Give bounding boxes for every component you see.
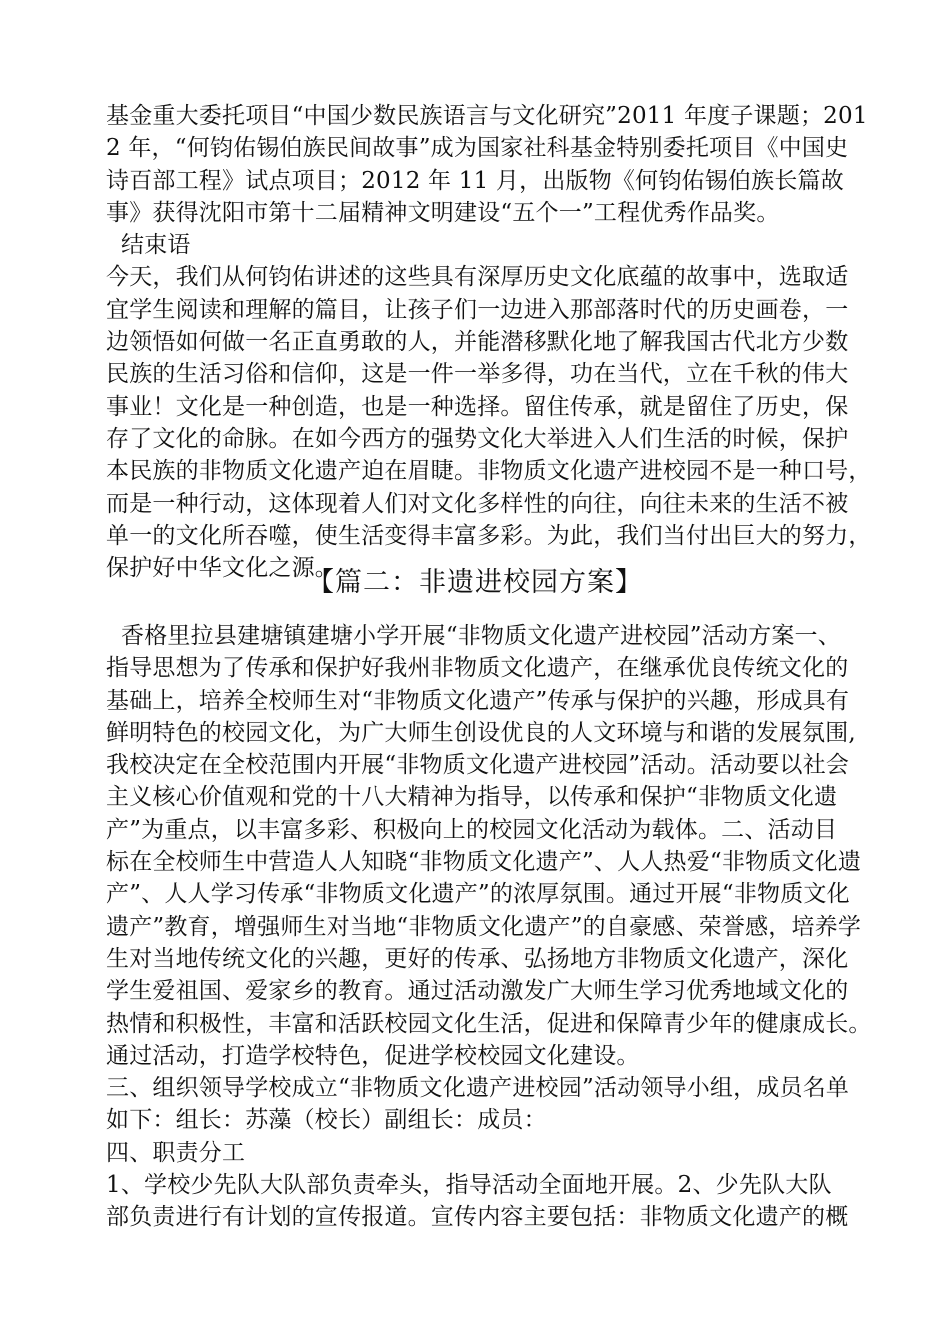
text-line: 保护好中华文化之源。 <box>106 555 338 582</box>
text-line: 基金重大委托项目“中国少数民族语言与文化研究”2011 年度子课题；201 <box>106 103 868 129</box>
text-line: 香格里拉县建塘镇建塘小学开展“非物质文化遗产进校园”活动方案一、 <box>106 623 841 649</box>
text-line: 生对当地传统文化的兴趣，更好的传承、弘扬地方非物质文化遗产，深化 <box>106 945 849 972</box>
text-line: 主义核心价值观和党的十八大精神为指导，以传承和保护“非物质文化遗 <box>106 784 838 811</box>
text-line: 遗产”教育，增强师生对当地“非物质文化遗产”的自豪感、荣誉感，培养学 <box>106 913 862 940</box>
text-line: 单一的文化所吞噬，使生活变得丰富多彩。为此，我们当付出巨大的努力， <box>106 522 872 549</box>
text-line: 而是一种行动，这体现着人们对文化多样性的向往，向往未来的生活不被 <box>106 490 849 517</box>
text-line: 通过活动，打造学校特色，促进学校校园文化建设。 <box>106 1042 640 1069</box>
section-title-duties: 四、职责分工 <box>106 1139 246 1166</box>
text-line: 宜学生阅读和理解的篇目，让孩子们一边进入那部落时代的历史画卷，一 <box>106 296 849 323</box>
text-line: 产”为重点，以丰富多彩、积极向上的校园文化活动为载体。二、活动目 <box>106 816 838 843</box>
text-line: 边领悟如何做一名正直勇敢的人，并能潜移默化地了解我国古代北方少数 <box>106 329 849 356</box>
text-line: 如下：组长：苏藻（校长）副组长：成员： <box>106 1107 547 1134</box>
text-line: 今天，我们从何钧佑讲述的这些具有深厚历史文化底蕴的故事中，选取适 <box>106 264 849 291</box>
text-line: 存了文化的命脉。在如今西方的强势文化大举进入人们生活的时候，保护 <box>106 425 849 452</box>
text-line: 标在全校师生中营造人人知晓“非物质文化遗产”、人人热爱“非物质文化遗 <box>106 849 862 876</box>
text-line: 事》获得沈阳市第十二届精神文明建设“五个一”工程优秀作品奖。 <box>106 199 780 226</box>
text-line: 1、学校少先队大队部负责牵头，指导活动全面地开展。2、少先队大队 <box>106 1172 832 1199</box>
text-line: 本民族的非物质文化遗产迫在眉睫。非物质文化遗产进校园不是一种口号， <box>106 458 872 485</box>
text-line: 三、组织领导学校成立“非物质文化遗产进校园”活动领导小组，成员名单 <box>106 1075 850 1102</box>
section-title-conclusion: 结束语 <box>106 232 191 259</box>
text-line: 我校决定在全校范围内开展“非物质文化遗产进校园”活动。活动要以社会 <box>106 752 850 779</box>
text-line: 基础上，培养全校师生对“非物质文化遗产”传承与保护的兴趣，形成具有 <box>106 687 850 714</box>
text-line: 诗百部工程》试点项目；2012 年 11 月，出版物《何钧佑锡伯族长篇故 <box>106 167 844 194</box>
text-line: 产”、人人学习传承“非物质文化遗产”的浓厚氛围。通过开展“非物质文化 <box>106 881 850 908</box>
intro-text-block <box>106 100 876 584</box>
text-line: 民族的生活习俗和信仰，这是一件一举多得，功在当代，立在千秋的伟大 <box>106 361 849 388</box>
text-line: 学生爱祖国、爱家乡的教育。通过活动激发广大师生学习优秀地域文化的 <box>106 978 849 1005</box>
text-line: 指导思想为了传承和保护好我州非物质文化遗产，在继承优良传统文化的 <box>106 655 849 682</box>
text-line: 事业！文化是一种创造，也是一种选择。留住传承，就是留住了历史，保 <box>106 393 849 420</box>
text-line: 鲜明特色的校园文化，为广大师生创设优良的人文环境与和谐的发展氛围, <box>106 719 856 746</box>
text-line: 部负责进行有计划的宣传报道。宣传内容主要包括：非物质文化遗产的概 <box>106 1204 849 1231</box>
plan-text-block <box>106 620 876 1234</box>
text-line: 2 年，“何钧佑锡伯族民间故事”成为国家社科基金特别委托项目《中国史 <box>106 135 849 162</box>
text-line: 热情和积极性，丰富和活跃校园文化生活，促进和保障青少年的健康成长。 <box>106 1010 872 1037</box>
section-heading: 【篇二：非遗进校园方案】 <box>307 567 643 598</box>
